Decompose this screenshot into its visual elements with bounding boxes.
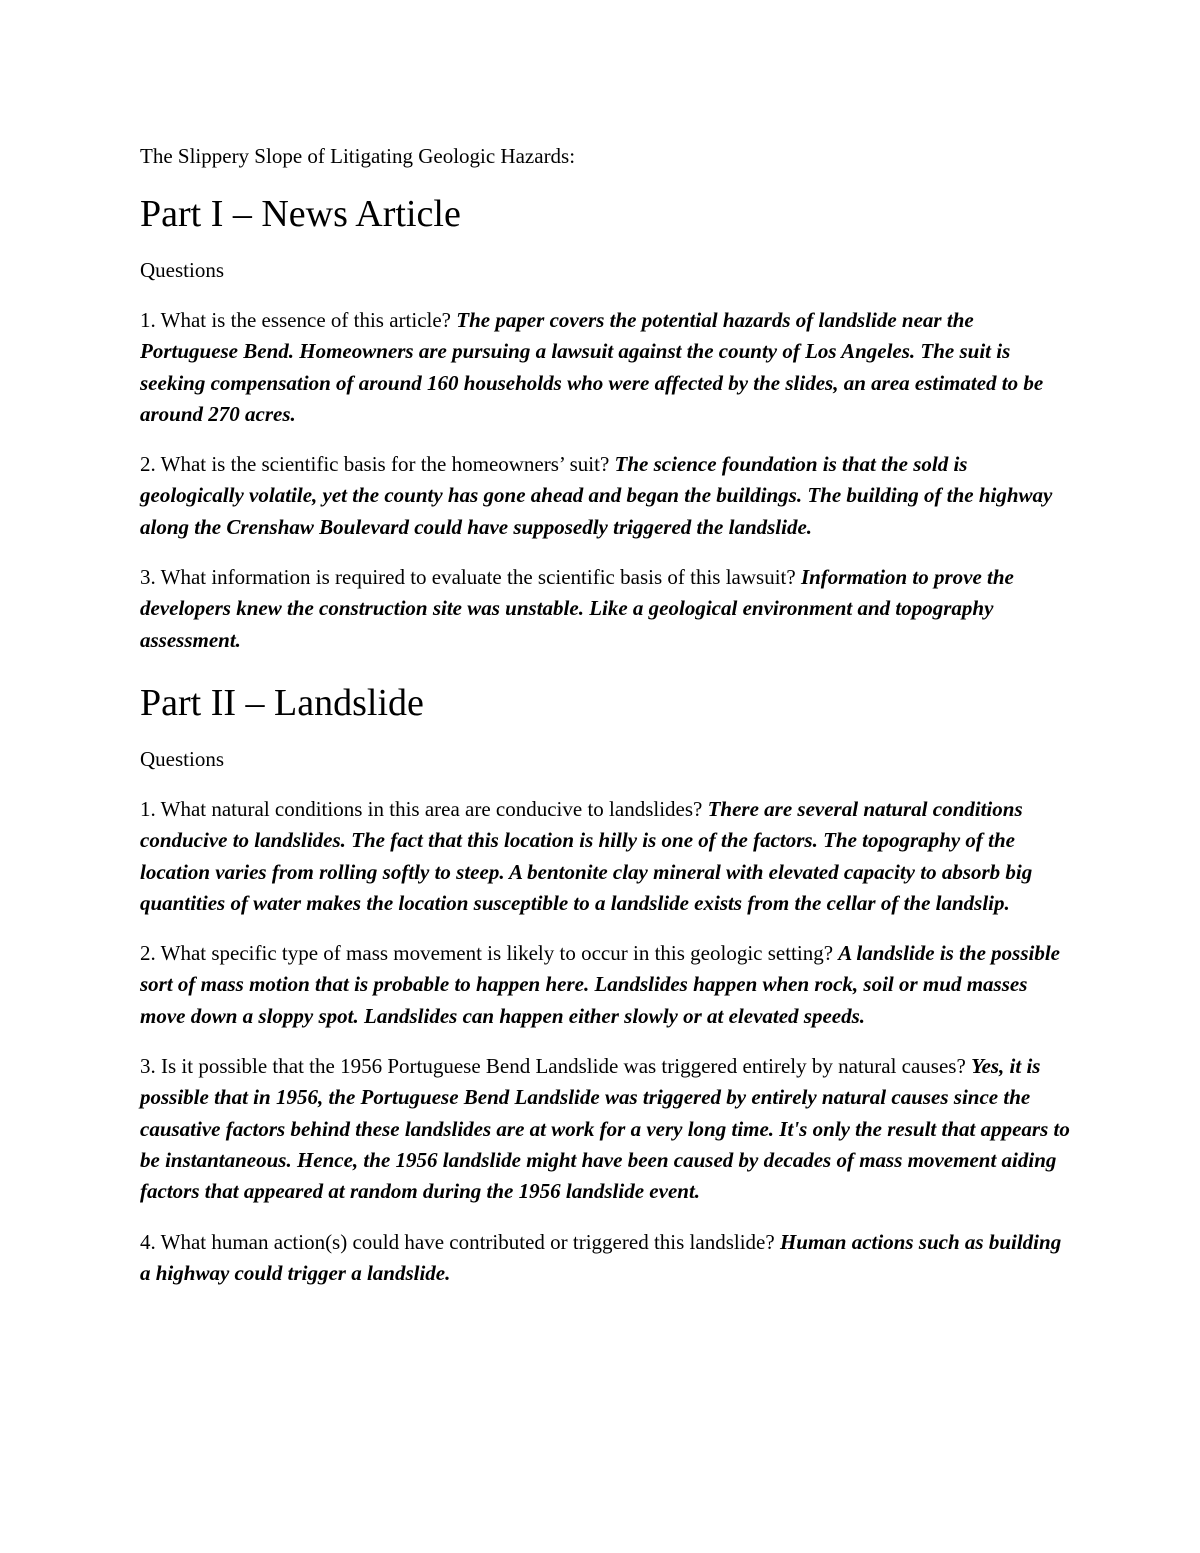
question-text: 3. Is it possible that the 1956 Portuguese Bend Landslide was triggered entirely by natural causes?: [140, 1054, 966, 1079]
part-2-questions-label: Questions: [140, 746, 224, 771]
answer-text: There are several natural conditions conducive to landslides. The fact that this location is hilly is one of the factors. The topography of the location varies from rolling softly to steep. A bentonite clay mineral with elevated capacity to absorb big quantities of water makes the location susceptible to a landslide exists from the cellar of the landslip.: [140, 796, 1033, 915]
answer-text: Information to prove the developers knew the construction site was unstable. Like a geological environment and topography assessment.: [140, 565, 1014, 652]
part-1-questions-label: Questions: [140, 258, 224, 282]
part-1-question-3: [140, 562, 1070, 656]
part-2-heading: Part II – Landslide: [140, 681, 424, 724]
question-text: 2. What specific type of mass movement is likely to occur in this geologic setting?: [140, 941, 834, 966]
part-2-question-2: [140, 938, 1070, 1032]
part-2-section: [140, 680, 1070, 1289]
document-page: [140, 140, 1070, 1308]
question-text: 3. What information is required to evaluate the scientific basis of this lawsuit?: [140, 565, 796, 590]
answer-text: The science foundation is that the sold is geologically volatile, yet the county has gone ahead and began the buildings. The building of the highway along the Crenshaw Boulevard could have supposedly triggered the landslide.: [140, 452, 1053, 539]
part-2-question-3: [140, 1051, 1070, 1207]
question-text: 1. What is the essence of this article?: [140, 308, 452, 332]
question-text: 4. What human action(s) could have contributed or triggered this landslide?: [140, 1229, 775, 1254]
part-1-heading: Part I – News Article: [140, 193, 461, 235]
answer-text: Human actions such as building a highway could trigger a landslide.: [140, 1229, 1062, 1285]
part-1-question-2: [140, 449, 1070, 543]
question-text: 1. What natural conditions in this area are conducive to landslides?: [140, 796, 703, 821]
part-1-section: [140, 191, 1070, 656]
part-2-question-4: [140, 1227, 1070, 1290]
answer-text: The paper covers the potential hazards of landslide near the Portuguese Bend. Homeowners are pursuing a lawsuit against the county of Los Angeles. The suit is seeking compensation of around 160 households who were affected by the slides, an area estimated to be around 270 acres.: [140, 308, 1044, 426]
answer-text: Yes, it is possible that in 1956, the Portuguese Bend Landslide was triggered by entirely natural causes since the causative factors behind these landslides are at work for a very long time. It's only the result that appears to be instantaneous. Hence, the 1956 landslide might have been caused by decades of mass movement aiding factors that appeared at random during the 1956 landslide event.: [140, 1054, 1070, 1204]
question-text: 2. What is the scientific basis for the homeowners’ suit?: [140, 452, 610, 477]
answer-text: A landslide is the possible sort of mass motion that is probable to happen here. Landslides happen when rock, soil or mud masses move down a sloppy spot. Landslides can happen either slowly or at elevated speeds.: [140, 941, 1060, 1028]
part-1-question-1: [140, 305, 1070, 430]
document-title: The Slippery Slope of Litigating Geologic Hazards:: [140, 144, 576, 168]
part-2-question-1: [140, 794, 1070, 919]
